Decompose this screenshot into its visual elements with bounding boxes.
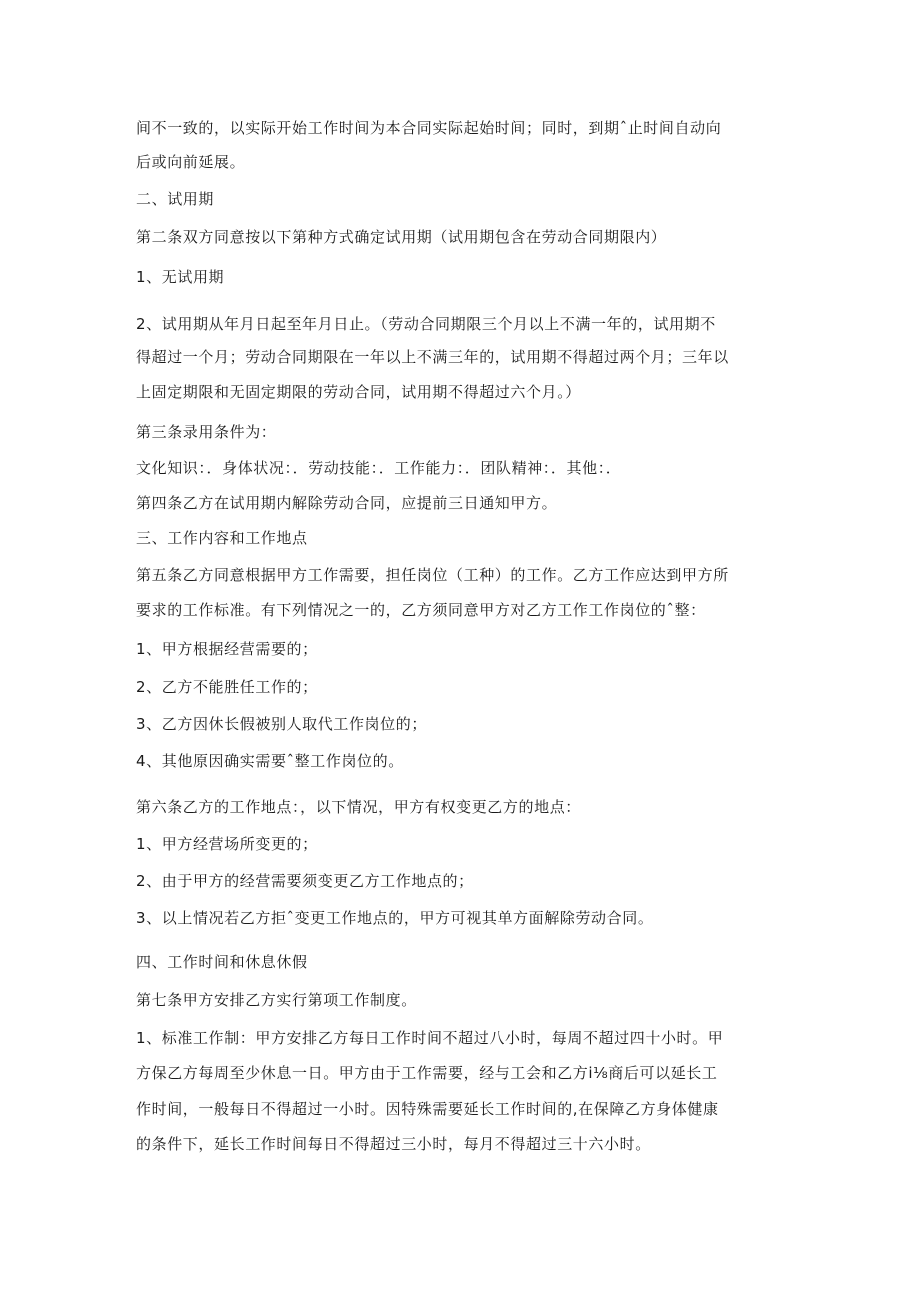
list-item: 2、乙方不能胜任工作的； xyxy=(136,678,318,696)
text-line: 后或向前延展。 xyxy=(136,153,246,171)
section-heading: 三、工作内容和工作地点 xyxy=(136,529,308,547)
text-line: 文化知识：．身体状况：．劳动技能：．工作能力：．团队精神：．其他：． xyxy=(136,459,622,477)
list-item: 1、无试用期 xyxy=(136,268,225,286)
text-line: 第二条双方同意按以下第种方式确定试用期（试用期包含在劳动合同期限内） xyxy=(136,228,667,246)
text-line: 2、试用期从年月日起至年月日止。（劳动合同期限三个月以上不满一年的，试用期不 xyxy=(136,315,716,333)
list-item: 4、其他原因确实需要ˆ整工作岗位的。 xyxy=(136,752,404,770)
text-line: 第四条乙方在试用期内解除劳动合同，应提前三日通知甲方。 xyxy=(136,494,558,512)
text-line: 第三条录用条件为： xyxy=(136,423,277,441)
text-line: 作时间，一般每日不得超过一小时。因特殊需要延长工作时间的,在保障乙方身体健康 xyxy=(136,1100,719,1118)
list-item: 3、以上情况若乙方拒ˆ变更工作地点的，甲方可视其单方面解除劳动合同。 xyxy=(136,909,654,927)
section-heading: 二、试用期 xyxy=(136,190,215,208)
text-line: 的条件下，延长工作时间每日不得超过三小时，每月不得超过三十六小时。 xyxy=(136,1135,651,1153)
list-item: 1、甲方经营场所变更的； xyxy=(136,835,318,853)
list-item: 1、甲方根据经营需要的； xyxy=(136,640,318,658)
text-line: 上固定期限和无固定期限的劳动合同，试用期不得超过六个月。） xyxy=(136,383,581,401)
text-line: 要求的工作标准。有下列情况之一的，乙方须同意甲方对乙方工作工作岗位的ˆ整： xyxy=(136,601,706,619)
text-line: 第六条乙方的工作地点：，以下情况，甲方有权变更乙方的地点： xyxy=(136,798,581,816)
text-line: 第七条甲方安排乙方实行第项工作制度。 xyxy=(136,991,417,1009)
text-line: 第五条乙方同意根据甲方工作需要，担任岗位（工种）的工作。乙方工作应达到甲方所 xyxy=(136,566,729,584)
text-line: 方保乙方每周至少休息一日。甲方由于工作需要，经与工会和乙方i⅛商后可以延长工 xyxy=(136,1064,718,1082)
list-item: 3、乙方因休长假被别人取代工作岗位的； xyxy=(136,715,427,733)
section-heading: 四、工作时间和休息休假 xyxy=(136,953,308,971)
text-line: 间不一致的，以实际开始工作时间为本合同实际起始时间；同时，到期ˆ止时间自动向 xyxy=(136,119,722,137)
list-item: 2、由于甲方的经营需要须变更乙方工作地点的； xyxy=(136,872,474,890)
text-line: 得超过一个月；劳动合同期限在一年以上不满三年的，试用期不得超过两个月；三年以 xyxy=(136,348,729,366)
text-line: 1、标准工作制：甲方安排乙方每日工作时间不超过八小时，每周不超过四十小时。甲 xyxy=(136,1029,724,1047)
